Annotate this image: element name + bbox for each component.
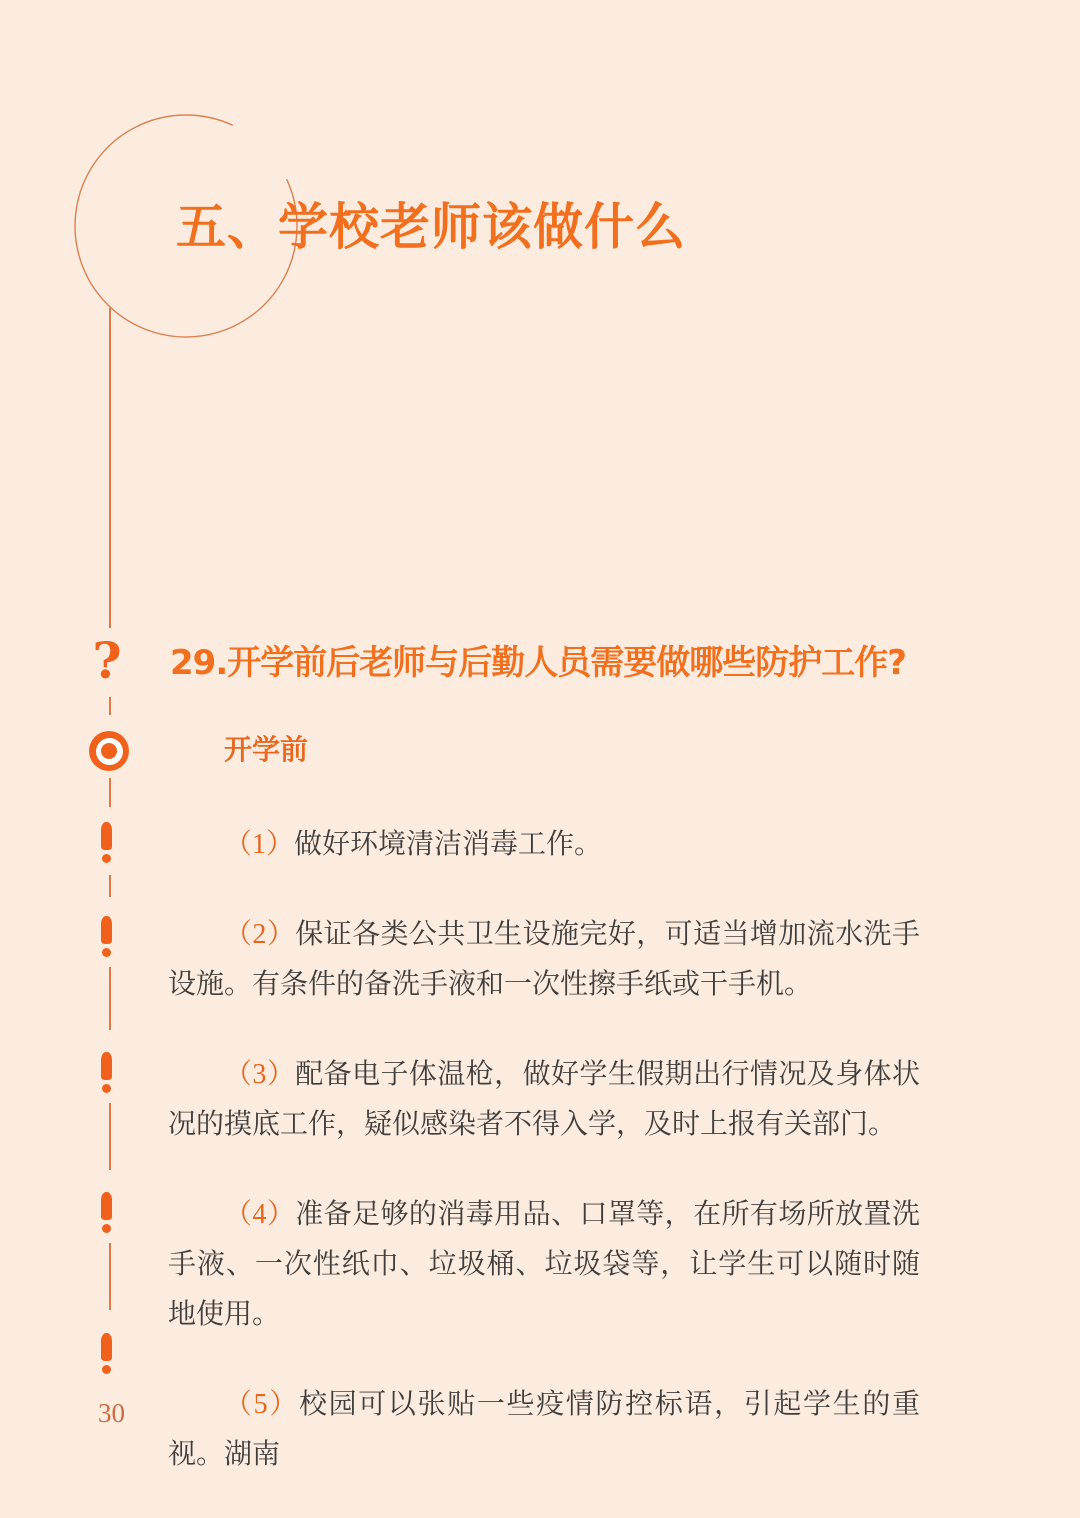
paragraph (168, 910, 920, 1010)
page-number: 30 (98, 1398, 125, 1428)
timeline-line (109, 967, 111, 1030)
paragraph-text: 配备电子体温枪，做好学生假期出行情况及身体状况的摸底工作，疑似感染者不得入学，及时上报有关部门。 (168, 1059, 920, 1140)
paragraph-number: （2） (224, 919, 296, 950)
timeline-line (109, 778, 111, 807)
exclamation-icon (100, 1192, 112, 1234)
body-text-block (168, 820, 920, 1518)
paragraph-number: （5） (224, 1389, 299, 1420)
chapter-title: 五、学校老师该做什么 (176, 198, 686, 256)
bullseye-core (101, 743, 117, 759)
paragraph (168, 1050, 920, 1150)
exclamation-icon (100, 1052, 112, 1094)
bullseye-ring (96, 738, 123, 765)
paragraph-number: （1） (224, 829, 295, 860)
paragraph (168, 1190, 920, 1340)
timeline-line (109, 1103, 111, 1170)
paragraph-text: 准备足够的消毒用品、口罩等，在所有场所放置洗手液、一次性纸巾、垃圾桶、垃圾袋等，让学生可以随时随地使用。 (168, 1199, 920, 1330)
paragraph-text: 校园可以张贴一些疫情防控标语，引起学生的重视。湖南 (168, 1389, 920, 1470)
paragraph (168, 820, 920, 870)
exclamation-icon (100, 822, 112, 864)
timeline-dash (109, 697, 111, 715)
bullseye-icon (89, 731, 129, 771)
paragraph-text: 做好环境清洁消毒工作。 (294, 829, 603, 860)
paragraph-text: 保证各类公共卫生设施完好，可适当增加流水洗手设施。有条件的备洗手液和一次性擦手纸或干手机。 (168, 919, 920, 1000)
paragraph-number: （4） (224, 1199, 296, 1230)
timeline-dash (109, 875, 111, 897)
exclamation-icon (100, 916, 112, 958)
section-subtitle: 开学前 (224, 735, 309, 766)
paragraph-number: （3） (224, 1059, 296, 1090)
question-mark-icon: ? (92, 631, 122, 690)
exclamation-icon (100, 1333, 112, 1375)
paragraph (168, 1380, 920, 1480)
timeline-line (109, 1243, 111, 1310)
timeline-line (109, 308, 111, 628)
question-title: 29.开学前后老师与后勤人员需要做哪些防护工作? (170, 643, 906, 683)
